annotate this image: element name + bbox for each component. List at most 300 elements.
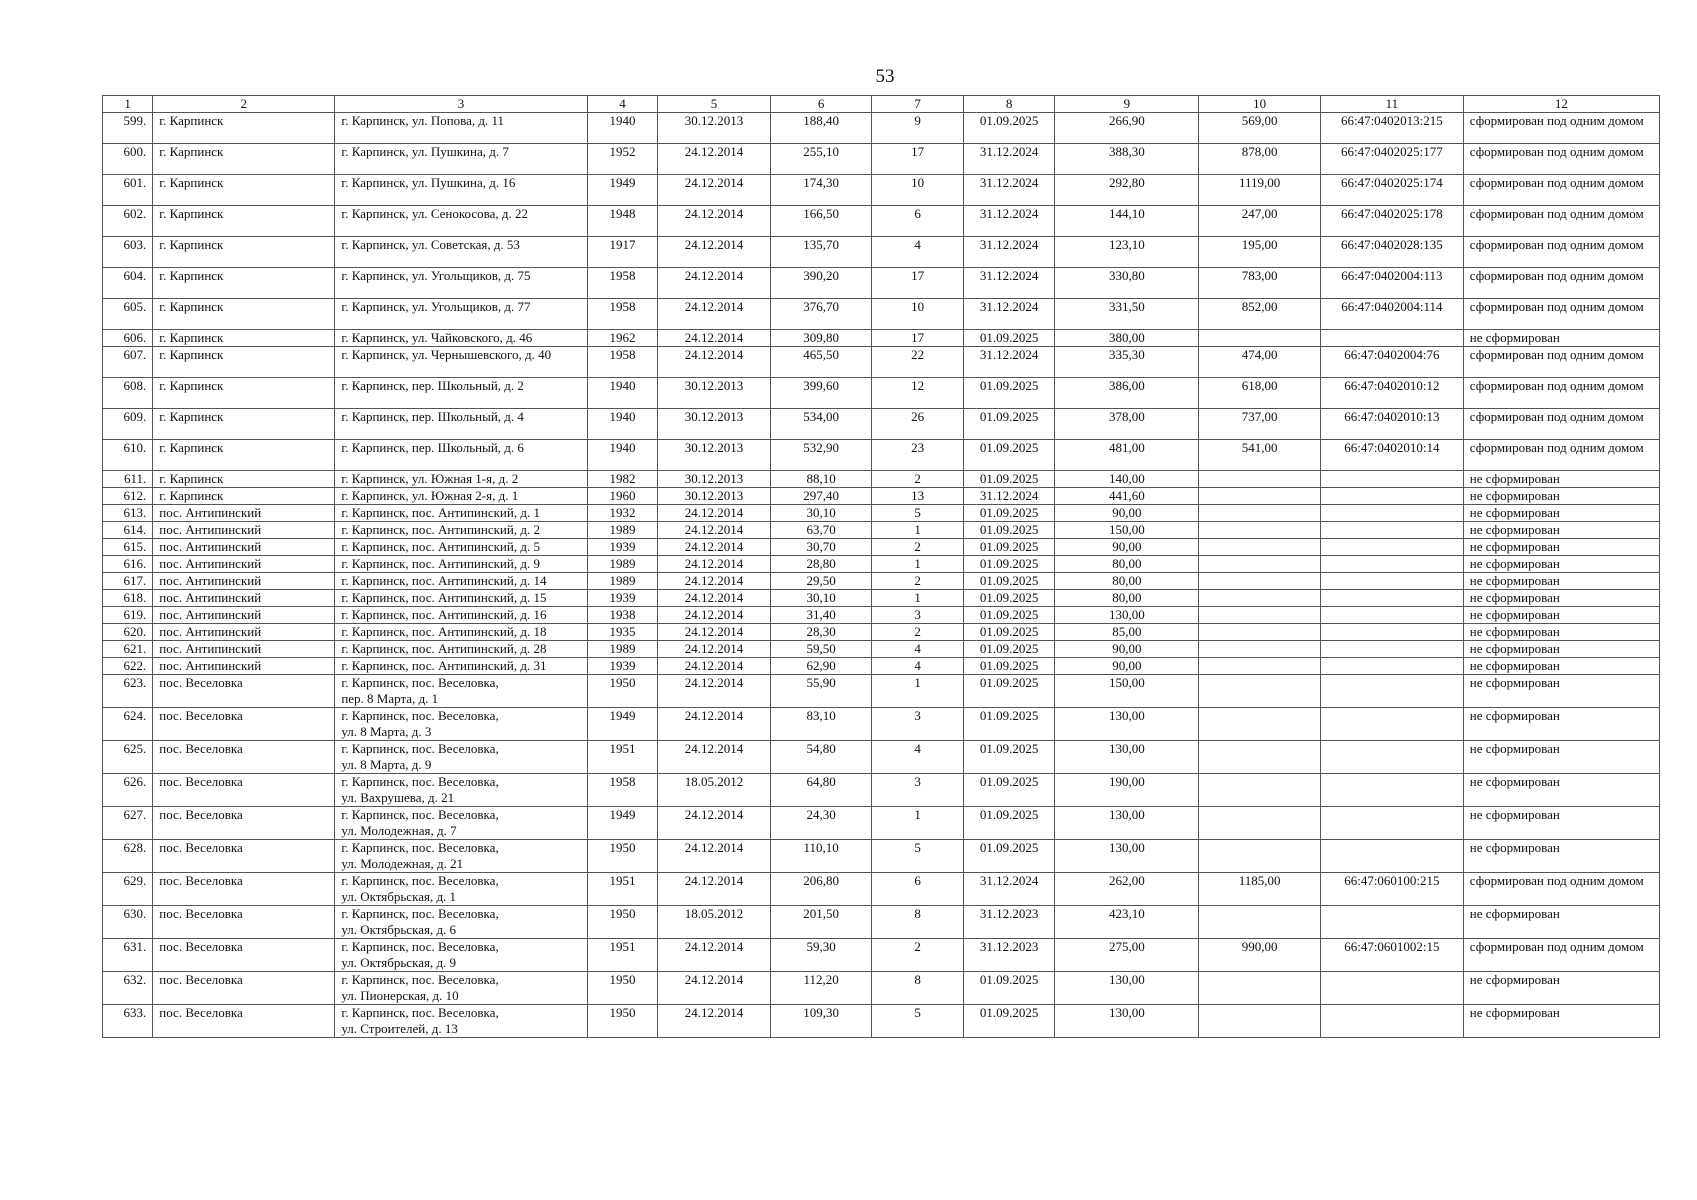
- cell-residents: 1: [872, 556, 964, 573]
- cell-plan-area: 130,00: [1055, 741, 1199, 774]
- cell-residents: 13: [872, 488, 964, 505]
- cell-construction-year: 1950: [587, 675, 657, 708]
- cell-land-status: не сформирован: [1463, 675, 1659, 708]
- cell-residents: 5: [872, 1005, 964, 1038]
- cell-land-status: сформирован под одним домом: [1463, 378, 1659, 409]
- cell-deadline-date: 01.09.2025: [963, 807, 1055, 840]
- cell-settlement: пос. Веселовка: [153, 741, 335, 774]
- cell-address: [335, 624, 587, 641]
- cell-plan-area: 150,00: [1055, 675, 1199, 708]
- cell-date: 24.12.2014: [658, 556, 771, 573]
- address-line: ул. 8 Марта, д. 3: [341, 724, 432, 739]
- cell-deadline-date: 31.12.2024: [963, 299, 1055, 330]
- cell-land-area: [1199, 471, 1321, 488]
- cell-land-status: не сформирован: [1463, 807, 1659, 840]
- cell-deadline-date: 01.09.2025: [963, 330, 1055, 347]
- cell-residents: 10: [872, 299, 964, 330]
- table-row: [103, 641, 1660, 658]
- cell-deadline-date: 01.09.2025: [963, 972, 1055, 1005]
- cell-date: 18.05.2012: [658, 774, 771, 807]
- cell-plan-area: 80,00: [1055, 573, 1199, 590]
- address-line: г. Карпинск, пос. Антипинский, д. 5: [341, 539, 540, 554]
- cell-plan-area: 275,00: [1055, 939, 1199, 972]
- cell-deadline-date: 31.12.2024: [963, 206, 1055, 237]
- cell-cadastral-number: [1320, 1005, 1463, 1038]
- address-line: г. Карпинск, пос. Веселовка,: [341, 840, 499, 855]
- cell-settlement: г. Карпинск: [153, 440, 335, 471]
- cell-cadastral-number: [1320, 607, 1463, 624]
- table-row: [103, 807, 1660, 840]
- cell-area: 30,10: [770, 505, 872, 522]
- cell-area: 62,90: [770, 658, 872, 675]
- page-number: 53: [875, 66, 895, 87]
- table-row: [103, 556, 1660, 573]
- cell-residents: 9: [872, 113, 964, 144]
- cell-land-area: [1199, 906, 1321, 939]
- cell-land-status: не сформирован: [1463, 624, 1659, 641]
- cell-area: 30,10: [770, 590, 872, 607]
- cell-cadastral-number: 66:47:0601002:15: [1320, 939, 1463, 972]
- cell-settlement: пос. Антипинский: [153, 573, 335, 590]
- cell-residents: 2: [872, 471, 964, 488]
- cell-plan-area: 481,00: [1055, 440, 1199, 471]
- cell-construction-year: 1950: [587, 972, 657, 1005]
- cell-row-number: 610.: [103, 440, 153, 471]
- cell-construction-year: 1940: [587, 409, 657, 440]
- address-line: г. Карпинск, пос. Веселовка,: [341, 906, 499, 921]
- cell-settlement: пос. Веселовка: [153, 840, 335, 873]
- cell-row-number: 630.: [103, 906, 153, 939]
- cell-construction-year: 1989: [587, 641, 657, 658]
- table-row: [103, 505, 1660, 522]
- cell-deadline-date: 01.09.2025: [963, 113, 1055, 144]
- address-line: г. Карпинск, пос. Антипинский, д. 9: [341, 556, 540, 571]
- cell-address: [335, 658, 587, 675]
- cell-row-number: 629.: [103, 873, 153, 906]
- cell-residents: 6: [872, 873, 964, 906]
- cell-area: 309,80: [770, 330, 872, 347]
- address-line: г. Карпинск, пос. Антипинский, д. 1: [341, 505, 540, 520]
- cell-cadastral-number: 66:47:0402010:13: [1320, 409, 1463, 440]
- cell-date: 24.12.2014: [658, 840, 771, 873]
- address-line: г. Карпинск, пос. Веселовка,: [341, 708, 499, 723]
- table-row: [103, 175, 1660, 206]
- cell-area: 28,30: [770, 624, 872, 641]
- column-header: 8: [963, 96, 1055, 113]
- cell-settlement: пос. Веселовка: [153, 708, 335, 741]
- cell-land-area: 852,00: [1199, 299, 1321, 330]
- cell-area: 24,30: [770, 807, 872, 840]
- cell-address: [335, 873, 587, 906]
- cell-land-area: 195,00: [1199, 237, 1321, 268]
- cell-construction-year: 1949: [587, 175, 657, 206]
- cell-plan-area: 80,00: [1055, 590, 1199, 607]
- cell-plan-area: 90,00: [1055, 505, 1199, 522]
- cell-residents: 3: [872, 607, 964, 624]
- cell-land-area: [1199, 607, 1321, 624]
- column-header: 10: [1199, 96, 1321, 113]
- cell-date: 30.12.2013: [658, 440, 771, 471]
- cell-plan-area: 140,00: [1055, 471, 1199, 488]
- cell-settlement: г. Карпинск: [153, 330, 335, 347]
- cell-residents: 2: [872, 539, 964, 556]
- cell-residents: 17: [872, 330, 964, 347]
- cell-land-status: не сформирован: [1463, 641, 1659, 658]
- table-row: [103, 144, 1660, 175]
- table-row: [103, 237, 1660, 268]
- cell-settlement: пос. Антипинский: [153, 539, 335, 556]
- cell-address: [335, 939, 587, 972]
- cell-construction-year: 1989: [587, 556, 657, 573]
- cell-cadastral-number: 66:47:0402004:76: [1320, 347, 1463, 378]
- cell-construction-year: 1958: [587, 774, 657, 807]
- cell-land-status: не сформирован: [1463, 471, 1659, 488]
- cell-row-number: 619.: [103, 607, 153, 624]
- cell-area: 255,10: [770, 144, 872, 175]
- address-line: ул. Молодежная, д. 21: [341, 856, 464, 871]
- cell-plan-area: 90,00: [1055, 641, 1199, 658]
- cell-address: [335, 774, 587, 807]
- cell-plan-area: 144,10: [1055, 206, 1199, 237]
- column-header: 7: [872, 96, 964, 113]
- cell-land-area: [1199, 505, 1321, 522]
- cell-land-area: 1185,00: [1199, 873, 1321, 906]
- cell-residents: 2: [872, 573, 964, 590]
- cell-construction-year: 1951: [587, 873, 657, 906]
- cell-cadastral-number: [1320, 556, 1463, 573]
- cell-land-status: не сформирован: [1463, 488, 1659, 505]
- table-body: [103, 113, 1660, 1038]
- cell-address: [335, 330, 587, 347]
- cell-address: [335, 505, 587, 522]
- cell-date: 24.12.2014: [658, 347, 771, 378]
- cell-cadastral-number: [1320, 522, 1463, 539]
- cell-date: 24.12.2014: [658, 539, 771, 556]
- cell-row-number: 603.: [103, 237, 153, 268]
- cell-cadastral-number: 66:47:0402028:135: [1320, 237, 1463, 268]
- cell-area: 59,30: [770, 939, 872, 972]
- address-line: ул. Молодежная, д. 7: [341, 823, 457, 838]
- cell-land-area: [1199, 573, 1321, 590]
- cell-plan-area: 330,80: [1055, 268, 1199, 299]
- cell-date: 24.12.2014: [658, 175, 771, 206]
- cell-area: 55,90: [770, 675, 872, 708]
- cell-row-number: 608.: [103, 378, 153, 409]
- address-line: г. Карпинск, пос. Веселовка,: [341, 939, 499, 954]
- address-line: г. Карпинск, пос. Антипинский, д. 31: [341, 658, 547, 673]
- cell-date: 24.12.2014: [658, 658, 771, 675]
- cell-row-number: 600.: [103, 144, 153, 175]
- cell-construction-year: 1982: [587, 471, 657, 488]
- cell-deadline-date: 01.09.2025: [963, 539, 1055, 556]
- cell-date: 24.12.2014: [658, 741, 771, 774]
- cell-address: [335, 607, 587, 624]
- cell-land-status: не сформирован: [1463, 539, 1659, 556]
- address-line: г. Карпинск, пос. Антипинский, д. 14: [341, 573, 547, 588]
- address-line: ул. Пионерская, д. 10: [341, 988, 459, 1003]
- cell-residents: 4: [872, 741, 964, 774]
- cell-plan-area: 80,00: [1055, 556, 1199, 573]
- cell-area: 532,90: [770, 440, 872, 471]
- cell-settlement: пос. Антипинский: [153, 590, 335, 607]
- cell-residents: 5: [872, 840, 964, 873]
- cell-deadline-date: 31.12.2024: [963, 488, 1055, 505]
- cell-land-status: сформирован под одним домом: [1463, 409, 1659, 440]
- cell-area: 206,80: [770, 873, 872, 906]
- table-row: [103, 1005, 1660, 1038]
- cell-cadastral-number: [1320, 488, 1463, 505]
- cell-land-area: [1199, 488, 1321, 505]
- cell-residents: 8: [872, 972, 964, 1005]
- table-row: [103, 409, 1660, 440]
- cell-construction-year: 1949: [587, 807, 657, 840]
- cell-address: [335, 590, 587, 607]
- cell-address: [335, 268, 587, 299]
- cell-address: [335, 906, 587, 939]
- cell-area: 88,10: [770, 471, 872, 488]
- address-line: г. Карпинск, пос. Веселовка,: [341, 873, 499, 888]
- cell-land-status: не сформирован: [1463, 573, 1659, 590]
- cell-land-area: 247,00: [1199, 206, 1321, 237]
- cell-plan-area: 150,00: [1055, 522, 1199, 539]
- cell-cadastral-number: [1320, 658, 1463, 675]
- cell-land-area: [1199, 972, 1321, 1005]
- cell-date: 24.12.2014: [658, 237, 771, 268]
- address-line: г. Карпинск, ул. Попова, д. 11: [341, 113, 505, 128]
- cell-cadastral-number: [1320, 840, 1463, 873]
- cell-construction-year: 1950: [587, 1005, 657, 1038]
- cell-land-status: не сформирован: [1463, 556, 1659, 573]
- cell-land-area: [1199, 556, 1321, 573]
- cell-plan-area: 292,80: [1055, 175, 1199, 206]
- cell-settlement: пос. Антипинский: [153, 505, 335, 522]
- cell-residents: 4: [872, 658, 964, 675]
- cell-plan-area: 190,00: [1055, 774, 1199, 807]
- cell-land-status: не сформирован: [1463, 840, 1659, 873]
- cell-area: 188,40: [770, 113, 872, 144]
- address-line: г. Карпинск, пос. Веселовка,: [341, 741, 499, 756]
- cell-land-area: [1199, 641, 1321, 658]
- address-line: г. Карпинск, пос. Веселовка,: [341, 675, 499, 690]
- cell-area: 166,50: [770, 206, 872, 237]
- cell-date: 30.12.2013: [658, 409, 771, 440]
- cell-cadastral-number: 66:47:0402010:12: [1320, 378, 1463, 409]
- cell-construction-year: 1939: [587, 590, 657, 607]
- cell-deadline-date: 31.12.2024: [963, 347, 1055, 378]
- cell-land-area: 990,00: [1199, 939, 1321, 972]
- address-line: ул. Вахрушева, д. 21: [341, 790, 455, 805]
- cell-land-status: не сформирован: [1463, 330, 1659, 347]
- cell-cadastral-number: 66:47:060100:215: [1320, 873, 1463, 906]
- cell-land-status: не сформирован: [1463, 774, 1659, 807]
- cell-cadastral-number: 66:47:0402004:113: [1320, 268, 1463, 299]
- column-header: 11: [1320, 96, 1463, 113]
- address-line: ул. Октябрьская, д. 9: [341, 955, 457, 970]
- cell-deadline-date: 01.09.2025: [963, 556, 1055, 573]
- cell-land-area: [1199, 708, 1321, 741]
- column-header: 9: [1055, 96, 1199, 113]
- cell-construction-year: 1962: [587, 330, 657, 347]
- address-line: г. Карпинск, пос. Веселовка,: [341, 807, 499, 822]
- cell-construction-year: 1951: [587, 939, 657, 972]
- cell-deadline-date: 01.09.2025: [963, 590, 1055, 607]
- cell-plan-area: 388,30: [1055, 144, 1199, 175]
- cell-plan-area: 130,00: [1055, 807, 1199, 840]
- cell-settlement: пос. Веселовка: [153, 972, 335, 1005]
- cell-land-area: [1199, 807, 1321, 840]
- cell-settlement: пос. Антипинский: [153, 658, 335, 675]
- cell-deadline-date: 01.09.2025: [963, 774, 1055, 807]
- cell-cadastral-number: [1320, 774, 1463, 807]
- table-row: [103, 675, 1660, 708]
- cell-land-status: сформирован под одним домом: [1463, 939, 1659, 972]
- cell-settlement: г. Карпинск: [153, 113, 335, 144]
- cell-residents: 1: [872, 522, 964, 539]
- cell-land-area: [1199, 330, 1321, 347]
- cell-deadline-date: 01.09.2025: [963, 658, 1055, 675]
- cell-settlement: г. Карпинск: [153, 488, 335, 505]
- cell-settlement: г. Карпинск: [153, 175, 335, 206]
- cell-land-area: [1199, 522, 1321, 539]
- cell-date: 24.12.2014: [658, 330, 771, 347]
- table-row: [103, 471, 1660, 488]
- cell-cadastral-number: [1320, 624, 1463, 641]
- cell-area: 109,30: [770, 1005, 872, 1038]
- address-line: г. Карпинск, ул. Сенокосова, д. 22: [341, 206, 528, 221]
- cell-row-number: 626.: [103, 774, 153, 807]
- table-row: [103, 488, 1660, 505]
- cell-settlement: г. Карпинск: [153, 378, 335, 409]
- cell-date: 24.12.2014: [658, 708, 771, 741]
- cell-date: 24.12.2014: [658, 522, 771, 539]
- cell-land-area: [1199, 1005, 1321, 1038]
- cell-land-status: не сформирован: [1463, 522, 1659, 539]
- cell-construction-year: 1952: [587, 144, 657, 175]
- cell-cadastral-number: [1320, 573, 1463, 590]
- cell-construction-year: 1940: [587, 378, 657, 409]
- cell-row-number: 621.: [103, 641, 153, 658]
- cell-address: [335, 347, 587, 378]
- cell-row-number: 628.: [103, 840, 153, 873]
- cell-deadline-date: 01.09.2025: [963, 675, 1055, 708]
- cell-address: [335, 556, 587, 573]
- cell-address: [335, 807, 587, 840]
- cell-area: 376,70: [770, 299, 872, 330]
- cell-residents: 6: [872, 206, 964, 237]
- cell-cadastral-number: [1320, 590, 1463, 607]
- cell-date: 24.12.2014: [658, 144, 771, 175]
- cell-plan-area: 130,00: [1055, 708, 1199, 741]
- cell-land-status: сформирован под одним домом: [1463, 237, 1659, 268]
- cell-residents: 2: [872, 624, 964, 641]
- cell-area: 399,60: [770, 378, 872, 409]
- table-row: [103, 708, 1660, 741]
- cell-land-area: 618,00: [1199, 378, 1321, 409]
- cell-cadastral-number: [1320, 675, 1463, 708]
- table-row: [103, 607, 1660, 624]
- cell-deadline-date: 01.09.2025: [963, 440, 1055, 471]
- cell-address: [335, 299, 587, 330]
- cell-residents: 17: [872, 268, 964, 299]
- cell-date: 24.12.2014: [658, 607, 771, 624]
- cell-land-status: не сформирован: [1463, 708, 1659, 741]
- address-line: г. Карпинск, пер. Школьный, д. 2: [341, 378, 524, 393]
- table-row: [103, 206, 1660, 237]
- cell-row-number: 616.: [103, 556, 153, 573]
- table-row: [103, 113, 1660, 144]
- cell-land-status: сформирован под одним домом: [1463, 268, 1659, 299]
- table-row: [103, 573, 1660, 590]
- cell-settlement: пос. Антипинский: [153, 624, 335, 641]
- cell-construction-year: 1938: [587, 607, 657, 624]
- cell-address: [335, 113, 587, 144]
- cell-deadline-date: 01.09.2025: [963, 378, 1055, 409]
- cell-date: 24.12.2014: [658, 972, 771, 1005]
- cell-settlement: пос. Веселовка: [153, 906, 335, 939]
- table-row: [103, 539, 1660, 556]
- cell-construction-year: 1989: [587, 573, 657, 590]
- cell-plan-area: 380,00: [1055, 330, 1199, 347]
- address-line: г. Карпинск, пер. Школьный, д. 4: [341, 409, 524, 424]
- cell-cadastral-number: [1320, 471, 1463, 488]
- cell-plan-area: 130,00: [1055, 840, 1199, 873]
- cell-deadline-date: 31.12.2024: [963, 144, 1055, 175]
- cell-row-number: 606.: [103, 330, 153, 347]
- cell-land-area: 737,00: [1199, 409, 1321, 440]
- cell-deadline-date: 01.09.2025: [963, 840, 1055, 873]
- cell-land-area: [1199, 675, 1321, 708]
- cell-land-area: [1199, 590, 1321, 607]
- cell-land-area: [1199, 774, 1321, 807]
- column-header: 6: [770, 96, 872, 113]
- table-row: [103, 873, 1660, 906]
- cell-land-area: [1199, 624, 1321, 641]
- cell-plan-area: 90,00: [1055, 658, 1199, 675]
- cell-residents: 1: [872, 675, 964, 708]
- cell-land-status: сформирован под одним домом: [1463, 144, 1659, 175]
- cell-area: 297,40: [770, 488, 872, 505]
- cell-plan-area: 441,60: [1055, 488, 1199, 505]
- cell-land-status: не сформирован: [1463, 590, 1659, 607]
- cell-cadastral-number: 66:47:0402010:14: [1320, 440, 1463, 471]
- address-line: г. Карпинск, ул. Пушкина, д. 7: [341, 144, 509, 159]
- cell-date: 24.12.2014: [658, 807, 771, 840]
- table-header: [103, 96, 1660, 113]
- address-line: г. Карпинск, пос. Антипинский, д. 28: [341, 641, 547, 656]
- cell-settlement: пос. Веселовка: [153, 774, 335, 807]
- cell-construction-year: 1917: [587, 237, 657, 268]
- cell-address: [335, 708, 587, 741]
- cell-row-number: 599.: [103, 113, 153, 144]
- table-row: [103, 378, 1660, 409]
- cell-cadastral-number: 66:47:0402025:174: [1320, 175, 1463, 206]
- cell-deadline-date: 31.12.2024: [963, 237, 1055, 268]
- table-row: [103, 268, 1660, 299]
- cell-residents: 1: [872, 590, 964, 607]
- table-row: [103, 624, 1660, 641]
- cell-area: 28,80: [770, 556, 872, 573]
- cell-land-status: сформирован под одним домом: [1463, 347, 1659, 378]
- cell-row-number: 615.: [103, 539, 153, 556]
- cell-land-status: не сформирован: [1463, 741, 1659, 774]
- cell-residents: 5: [872, 505, 964, 522]
- cell-construction-year: 1989: [587, 522, 657, 539]
- address-line: ул. Октябрьская, д. 6: [341, 922, 457, 937]
- table-row: [103, 299, 1660, 330]
- cell-date: 30.12.2013: [658, 378, 771, 409]
- cell-plan-area: 378,00: [1055, 409, 1199, 440]
- address-line: г. Карпинск, ул. Южная 1-я, д. 2: [341, 471, 519, 486]
